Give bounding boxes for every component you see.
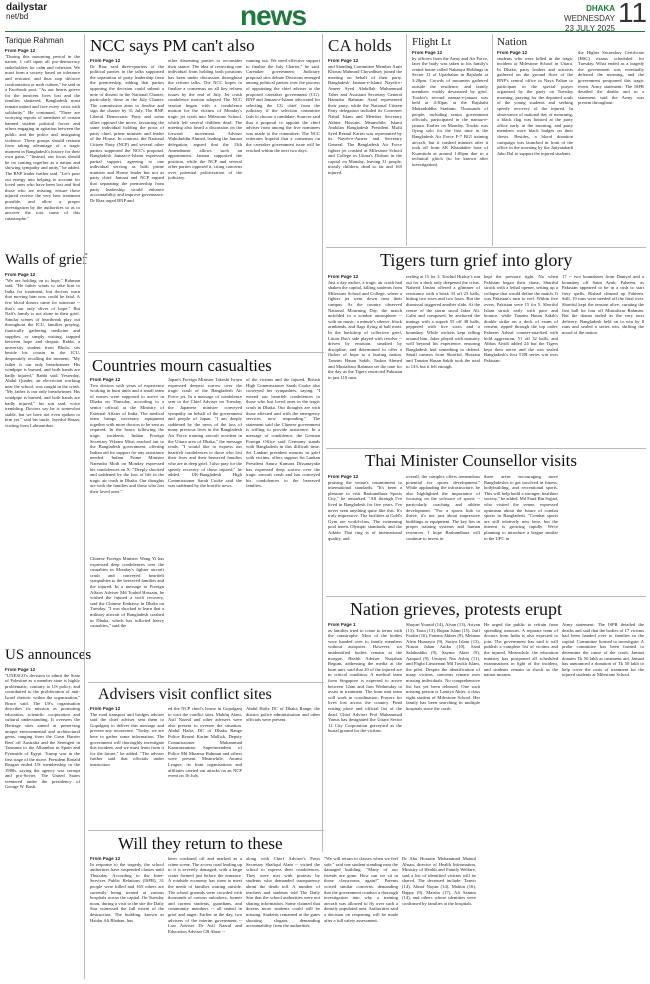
article-repair-col3 xyxy=(246,856,320,978)
article-condolence-col1b xyxy=(90,556,164,680)
article-text: by officers from the Army and Air Force, later the body was taken to his family's rented house called Nabanya Holdings in Sector 11 of Uparbahar in Rajshahi at 3:20pm. Crowds of mourners gathered outside the residence, and family members visibly devastated by grief. Towkir's second namaz-e-janaza was held at 4:30pm at the Rajshahi Muktadiddha Stadium. Thousands of people, including senior government officials, participated in the namaz-e-janaza. Earlier on Monday, Towkir was flying solo for the first time in the Bangladesh Air Force F-7 BGI training aircraft, but it crashed minutes after it took off from AK Khandaker base of Kurmitola at around 1:06pm due to a technical glitch (to be known after investigation). xyxy=(412,55,488,167)
headline-nation-top[interactable]: Nation xyxy=(497,36,527,48)
jump-label: From Page 12 xyxy=(412,50,443,55)
article-nation-col2 xyxy=(406,622,480,850)
dateline: DHAKA WEDNESDAY 23 JULY 2025 xyxy=(564,4,615,33)
article-nation-col4 xyxy=(562,622,644,977)
article-text: along with Chief Adviser's Press Secretary Shafiqul Alam -- visited the school to express their condolences. They were met with protests by students who demanded transparency about the death toll. A number of teachers and students told The Daily Star that the school authorities were not sharing information. Some claimed that dozens more students could still be missing. Students remained at the gates shouting slogans demanding accountability from the authorities. xyxy=(246,856,320,929)
article-text: He urged the public to refrain from spreading rumours. A separate team of doctors from India is also expected to join. The government has said it will publish a complete list of victims and the injured. Meanwhile, the education ministry has postponed all scheduled examinations in light of the incident, and students remain in shock as the nation mourns. xyxy=(484,622,558,678)
headline-ncc[interactable]: NCC says PM can't also xyxy=(90,36,255,55)
jump-label: From Page 12 xyxy=(90,58,121,63)
headline-nation[interactable]: Nation grieves, protests erupt xyxy=(350,599,562,619)
headline-tigers[interactable]: Tigers turn grief into glory xyxy=(380,250,573,270)
article-text: the Higher Secondary Certificate (HSC) exams scheduled for Tuesday. What ended as a tragedy the government was eventually deferred the morning, and the government postponed this tragic event. Army statement: The ISPR detailed the deaths and in a statement said the Army was present throughout. xyxy=(578,50,644,106)
column-divider xyxy=(406,34,407,246)
article-nation-col3 xyxy=(484,622,558,977)
headline-ca[interactable]: CA holds xyxy=(328,36,392,55)
article-walls xyxy=(5,272,80,642)
section-divider xyxy=(88,830,324,831)
article-tigers-col1 xyxy=(328,274,402,444)
byline-tarique: Tarique Rahman xyxy=(5,36,64,45)
article-ncc-col1 xyxy=(90,58,164,348)
article-thai-col2 xyxy=(406,474,480,592)
article-text: reeling at 15 for 3. Towhid Hridoy's run out for a duck only deepened the crisis. Naheed Umam offered a glimmer of resistance with a brisk 33 off 23 balls, hitting two sixes and two fours. But the dismissal triggered another slide. At the centre of the storm stood Jaker Ali. Calm and composed, he anchored the innings with a superb 55 off 48 balls, peppered with five sixes and a boundary. While wickets kept falling around him, Jaker played with maturity well beyond his experience, ensuring Bangladesh had something to defend. Small cameos from Shoriful, Hossain and Tanzim Hasan Sakib took the total to 133, but it felt enough. xyxy=(406,274,480,369)
article-repair-col5 xyxy=(402,856,476,978)
article-us xyxy=(5,667,80,977)
article-text: Shayan Younid (14), Afsan (13), Ariyan (13), Tasin (13), Rupan Islam (15), Jarif Fardin (16), Fatema Akhter (9), Mehnaz Afrin Humayra (9), Sariya Islam (13), Nusrat Jahan Anika (10), Saad Salahuddin (9), Sayma Akter (9), Aaiquid (9), Umayer Nur Ashiq (11), and Flight Lieutenant Md Towkir Islam, the pilot. Despite the identification of many victims, concerns remain over missing individuals. No comprehensive list has yet been released. One such missing person is Lamiya Akter, a class eight student of Milestone School. Her family has been searching in multiple hospitals since the crash. xyxy=(406,622,480,711)
article-text: "During this mourning period in the nation, I call upon all pro-democracy stakeholders for calm and cohesion. We must form a society based on tolerance and restraint, and thus stop divisive confrontation or mob culture," he said in a Facebook post. "As our hearts grieve for the innocent lives lost and the families shattered, Bangladesh must remain united and face every crisis with solidarity." He continued, "There are worrying reports of members of certain banned student political forces and others engaging in agitation between the public and the police and instigating violence. These groups should restrain from taking advantage of a tragic moment in Bangladesh's history for their own gains." "Instead, our focus should be on coming together as a nation and showing sympathy and unity," he added. The BNP leader further said, "Let's pour our energy into helping to account for loved ones who have been lost and find those who are missing, ensure those injured receive the very best treatment possible, and allow a proper investigation by the authorities so as to uncover the root cause of this catastrophe." xyxy=(5,53,80,221)
jump-label: From Page 12 xyxy=(328,274,359,279)
article-text: "We will return to classes when we feel safe," said one student standing near the damaged building. "Many of our friends are gone. How can we sit in those classrooms again?" Parents voiced similar concerns, demanding that the government conduct a thorough investigation into why a training aircraft was allowed to fly over such a densely populated area. Authorities said a decision on reopening will be made after a full safety assessment. xyxy=(324,856,398,923)
article-ncc-col2 xyxy=(168,58,242,348)
article-condolence-col2 xyxy=(168,377,242,677)
article-tigers-col4 xyxy=(562,274,644,444)
article-text: Just a day earlier, a tragic air crash had shaken the capital, killing students from Milestone School and College, where a fighter jet went down near their campus. As the country observed National Mourning Day, the match unfolded in a sombre atmosphere -- with no music, a minute's silence, black armbands, and flags flying at half mast. In the backdrop of collective grief, Litton Das's side played with resolve -- driven by emotion, steadied by discipline, and determined to offer a flicker of hope to a hurting nation. Tanzim Hasan Sakib, Taskin Ahmed and Mustafizur Rahman set the tone for the day as the Tigers restricted Pakistan to just 110 runs. xyxy=(328,279,402,380)
article-text: overall, the complex offers tremendous potential for sports development." While applauding the infrastructure, he also highlighted the importance of focusing on the software of sports -- particularly coaching and athlete development. "For a sports hub to thrive, it's not just about impressive buildings or equipment. The key lies in proper training systems and human resources. I hope Bashundhara will continue to invest in xyxy=(406,474,480,541)
article-text: students who were killed in the tragic incident at Milestone School in Uttara. In Dhaka, party leaders and activists gathered on the ground floor of the BNP's central office in Naya Paltan to participate in the special prayer organised by the party on Tuesday morning, praying for the departed souls of the young students and seeking speedy recovery of the injured. In observance of national day of mourning, a black flag was hoisted at the party office early in the morning, and party members wore black badges on their chests. Besides, a blood donation campaign was launched in front of the office in the morning by the Jatiyatabadi Jubo Dal to support the injured students. xyxy=(497,55,573,156)
section-divider xyxy=(326,247,646,248)
article-text: as families tried to come to terms with the catastrophe. Most of the bodies were handed over to family members without autopsies. However, six unidentified bodies remain at the morgue. Health Adviser Nurjahan Begum, addressing the media at the burn unit, said that 20 of the injured are in critical condition. A medical team from Singapore is expected to arrive between 12am and 1am Wednesday to assist in treatment. The burn unit team will work in coordination. Prayers for lives lost across the country. Final resting place and official list of the dead. Chief Adviser Prof Muhammad Yunus has designated the Uttara Sector 12 City Corporation graveyard as the burial ground for the victims. xyxy=(328,627,402,734)
jump-label: From Page 12 xyxy=(497,50,528,55)
article-thai-col1 xyxy=(328,474,402,592)
jump-label: From Page 12 xyxy=(5,272,36,277)
column-divider xyxy=(492,34,493,246)
article-advisers-col1 xyxy=(90,706,164,826)
article-ca xyxy=(328,58,402,243)
headline-flight[interactable]: Flight Lt xyxy=(412,36,451,48)
article-text: 17 -- two boundaries from Daniyal and a boundary off Saim Ayub. Faheem, as Pakistan appeared to be in a rush to start fiery spells, Rishad cleaned up Faheem. Still, 19 runs were needed off the final over. Shariful kept the tension alive, curating the first ball for four off Mustafizur Rahman. But the drama ended as the very next delivery. Bangladesh held on to win by 8 runs and sealed a series win, shifting the mood of the nation. xyxy=(562,274,644,335)
jump-label: From Page 12 xyxy=(328,58,359,63)
headline-thai[interactable]: Thai Minister Counsellor visits xyxy=(365,451,578,470)
jump-label: From Page 1 xyxy=(328,622,356,627)
article-text: and Standing Committee Member Amir Khosru Mahmud Chowdhury joined the meeting on behalf of their party. Bangladesh Jamaat-e-Islami Nayeb-e-Ameer Syed Abdullah Muhammad Taher and Assistant Secretary General Hamidur Rahman Azad represented their party, while the National Citizen Party delegation included its Convener Nahid Islam and Member Secretary Akhter Hossain. Meanwhile, Islami Andolan Bangladesh President Mufti Syed Rezaul Karim was represented by its Nayeb-e-Ameer and Secretary General. The Bangladesh Air Force fighter jet crashed at Milestone School and College in Uttara's Diabari in the capital on Monday, leaving 31 people, mostly children, dead so far and 165 injured. xyxy=(328,63,402,175)
headline-repair[interactable]: Will they return to these xyxy=(118,834,283,853)
article-text: Japan's Foreign Minister Takeshi Iwaya expressed deepest sorrow over the tragic crash of the Bangladesh Air Force jet. In a message of condolence sent to the Chief Adviser on Tuesday, the Japanese minister conveyed sympathy on behalf of the government and people of Japan. "I am deeply saddened by the news of the loss of many precious lives in the Bangladesh Air Force training aircraft accident in the Uttara area of Dhaka," the message reads. "I would like to express our heartfelt condolences to those who lost their lives and their bereaved families who are in deep grief. I also pray for the speedy recovery of those injured," he added. UK-Bangladesh High Commissioner Sarah Cooke said she was saddened by the horrific news. xyxy=(168,377,242,489)
article-text: ed the NCP chief's house in Gopalganj to visit the conflict sites. Mahfuj Alam, Asif Nazrul and other advisers were also present to oversee the situation. Abdul Hafiz, DC of Dhaka Range Police Reazul Karim Mallick, Deputy Commissioner Muhammad Kamruzzaman, Superintendent of Police Md Mizanur Rahman and others were present. Meanwhile, Awami League, its front organisations and affiliates carried out attacks on an NCP event on 16 July. xyxy=(168,706,242,779)
article-text: "UNESCO's decision to admit the State of Palestine as a member state is highly problematic, contrary to US policy, and contributed to the proliferation of anti-Israel rhetoric within the organization," Bruce said. The US's organisation describes its mission as promoting education, scientific cooperation and cultural understanding. It oversees the Heritage sites aimed at preserving unique environmental and architectural gems, ranging from the Great Barrier Reef off Australia and the Serengeti in Tanzania to the Alhambra in Spain and Pyramids of Egypt. Trump was in the first stage of the move. President Ronald Reagan ended US membership in the 1980s, saying the agency was corrupt and pro-Soviet. The United States reentered under the presidency of George W. Bush. xyxy=(5,672,80,790)
article-thai-col3 xyxy=(484,474,558,592)
brand-logo[interactable]: dailystar net/bd xyxy=(6,2,48,21)
article-text: The road transport and bridges adviser said the chief adviser sent them to Gopalganj to deliver this message and prevent any recurrence. "Today, we are here to gather some information. The government will thoroughly investigate this incident, and we must learn from it for the future," he added. "The adviser further said that officials under instruction xyxy=(90,711,164,767)
article-text: In response to the tragedy, the school authorities have suspended classes until Thursday. According to the Inter-Services Public Relations (ISPR), 31 people were killed and 165 others are currently being treated at various hospitals across the capital. On Tuesday noon, during a visit to the site the Daily Star witnessed the full extent of the destruction. The building, known as Haidar Ali Bhaban, has xyxy=(90,861,164,923)
article-repair-col4 xyxy=(324,856,398,978)
page-number: 11 xyxy=(618,0,648,28)
article-ncc-col3 xyxy=(246,58,320,348)
article-text: "We are holding on to hope," Rahman said. "He father wants to take him to India for treatment, but doctors warn that moving him now could be fatal. A few blood donors came for someone -- that's our only sliver of hope." But Nafi's family is not alone in their grief. Similar scenes of heartbreak play out throughout the ICU, families praying, frantically gathering medicine and supplies, or simply waiting, trapped between hope and despair. Rabbi, a university student from Bhola, sits beside his cousin in the ICU, desperately recalling the moment, "My father is our only breadwinner. His windpipe is burned, and both hands are badly injured," Rabbi said. Yesterday, Abdul Quader, an electrician working near the school, was caught in the crash. "My father is our only breadwinner. His windpipe is burned, and both hands are badly injured," his son said, voice trembling. Doctors say he is somewhat stable, but we have not even spoken to him yet." said his uncle, Jayedul Hasan, visiting from Lalmonirhat. xyxy=(5,277,80,429)
article-nation-top-col2 xyxy=(578,50,644,243)
jump-label: From Page 12 xyxy=(5,48,36,53)
headline-us[interactable]: US announces xyxy=(5,647,92,663)
masthead-rule xyxy=(5,31,645,32)
section-divider xyxy=(88,352,324,353)
article-text: these areas encouraging more Bangladeshis to get involved in fitness, bodybuilding, and recreational sports. This will help build a stronger, healthier society," he added. Md Faud Bin Sajjad, who visited the venue, expressed optimism about the future of combat sports in Bangladesh. "Combat sports are still relatively new here, but the interest is growing rapidly. We're planning to introduce a league similar to the UFC in xyxy=(484,474,558,541)
article-text: of the victims and the injured. British High Commissioner Sarah Cooke also conveyed her sympathies, saying: "I extend our heartfelt condolences to those who lost loved ones in the tragic crash in Dhaka. Our thoughts are with those affected and with the emergency services now responding." The statement said the Chinese government is willing to provide assistance. In a message of condolence, the German Foreign Office said Germany stands with Bangladesh in this difficult time. Sri Lankan president mourns in grief with victims, offers support Sri Lankan President Anura Kumara Dissanayake has expressed deep sorrow over the tragic aircraft crash and has conveyed his condolences to the bereaved families. xyxy=(246,377,320,489)
article-nation-top xyxy=(497,50,573,243)
article-text: been cordoned off and marked as a crime scene. The access road leading up to it is severely damaged, with a large crater formed just before the entrance. A roadside economy has risen to meet the needs of families waiting outside. The school grounds were crowded with thousands of curious onlookers, former and current students, guardians, and community members -- all united in grief and anger. Earlier in the day, two advisers of the interim government -- Law Adviser Dr Asif Nazrul and Education Adviser CR Abrar -- xyxy=(168,856,242,934)
article-condolence-col3 xyxy=(246,377,320,677)
masthead xyxy=(0,0,650,33)
article-advisers-col2 xyxy=(168,706,242,826)
section-divider xyxy=(326,448,646,449)
jump-label: From Page 12 xyxy=(328,474,359,479)
article-condolence-col1 xyxy=(90,377,164,552)
article-text: Two doctors with years of experience working in burn units and a small team of nurses were supposed to arrive in Dhaka on Thursday, according to a senior official at the Ministry of External Affairs of India. The medical team brings necessary equipment together with more doctors to be sent as required. In the hours following the tragic incidents, Indian Foreign Secretary Vikram Misri reached out to the Bangladesh government, offering Indian aid for support for any assistance needed. Indian Prime Minister Narendra Modi on Monday expressed his condolences on X: "Deeply shocked and saddened by the loss of life in the tragic air crash in Dhaka. Our thoughts are with the families and those who lost their loved ones." xyxy=(90,382,164,494)
article-tarique xyxy=(5,48,80,248)
jump-label: From Page 12 xyxy=(5,667,36,672)
headline-advisers[interactable]: Advisers visit conflict sites xyxy=(98,686,272,703)
article-repair-col1 xyxy=(90,856,164,978)
article-text: praising the venue's commitment to international standards. "It's been a pleasure to visit Bashundhara Sports City," he remarked. "All through I've lived in Bangladesh for five years. I've never seen anything quite like this. It's truly impressive. The facilities at Gold's Gym are world-class. The swimming pool meets Olympic standards, and the Aikido Thai ring is of international quality, and xyxy=(328,479,402,541)
jump-label: From Page 12 xyxy=(90,706,121,711)
article-nation-col1 xyxy=(328,622,402,850)
article-text: Abdul Hafiz DC of Dhaka Range, the district police administration and other officials were present. xyxy=(246,706,320,723)
column-divider xyxy=(84,34,85,979)
headline-condolence[interactable]: Countries mourn casualties xyxy=(92,356,272,375)
column-divider xyxy=(322,34,323,852)
article-flight xyxy=(412,50,488,243)
headline-walls[interactable]: Walls of grief xyxy=(5,252,88,268)
article-tigers-col3 xyxy=(484,274,558,444)
article-text: kept the pressure tight. No when Pakistan began their chase, Shariful struck with a lethal opener, setting up a collapse that would define the match. It was Pakistan's turn to reel. Within five overs, Pakistan were 15 for 5. Shoriful Islam struck early with pace and bounce, while Tanzim Hasan Sakib's double strike on a deck of exam of cement, ripped through the top order. Faheem Ashraf counter-attacked with bold aggression, 51 off 32 balls, and Abbas Afridi added 24 but the Tigers kept their nerve and the win sealed Bangladesh's first T20I series win over Pakistan. xyxy=(484,274,558,363)
article-text: other dissenting parties to reconsider their stance. The idea of restricting one individual from holding both positions has been under discussion throughout the reform talks. The NCC hopes to finalise a consensus on all key reform issues by the end of July. Jet crash condolence motion adopted The NCC session began with a condolence motion for the victims of Monday's tragic jet crash into Milestone School, which left several children dead. The meeting also heard a discussion on the forward movement. Adviser Wahiduddin Ahmed, leading the Jamaat delegation, argued that the 13th Amendment allows such an appointment. Jamaat supported the position, while the NCP and several other parties opposed it, citing concerns over potential politicisation of the judiciary. xyxy=(168,58,242,181)
section-divider xyxy=(326,596,646,597)
article-text: Army statement: The ISPR detailed the deaths and said that the bodies of 17 victims had been handed over to families in the capital. Committee formed to investigate: A probe committee has been formed to determine the cause of the crash. Jamaat donates Tk 50 lakh as treatment aid. Jamaat has announced a donation of Tk 50 lakh to help cover the costs of treatment for the injured students at Milestone School. xyxy=(562,622,644,678)
article-text: Dr Riaz said three-quarters of the political parties in the talks supported the separation of party leadership from the premiership, adding that parties opposing the decision could submit a note of dissent in the National Charter, particularly those in the July Charter. The commission aims to finalise and sign the charter by 31 July. The BNP, Liberal Democratic Party and some allies opposed the move, favouring the same individual holding the posts of party chief, prime minister and leader of the House. In contrast, the National Citizen Party (NCP) and several other parties supported the NCC's proposal. Bangladesh Jamaat-e-Islami expressed partial support, agreeing to one individual serving as both prime minister and House leader but not as party chief. Jamaat and NCP argued that separating the premiership from party leadership would enhance accountability and improve governance. Dr Riaz urged BNP and xyxy=(90,63,164,203)
section-divider xyxy=(88,682,324,683)
article-text: Dr Abu Hossain Mohammad Mainul Ahsan, director of Health Information, Ministry of Health and Family Welfare, said a list of identified victims will be shared. The deceased include: Tanvir (14), Ahnaf Nayan (14), Mahtin (16), Bappy (9), Maisha (17), Afi Samim (14), and others whose identities were confirmed by families at the hospitals. xyxy=(402,856,476,906)
jump-label: From Page 12 xyxy=(90,377,121,382)
article-text: Chinese Foreign Minister Wang Yi has expressed deep condolences over the casualties in Monday's fighter aircraft crash and conveyed heartfelt sympathies to the bereaved families and the injured. In a message to Foreign Affairs Adviser Md Touhid Hossain, he wished the injured a swift recovery, said the Chinese Embassy in Dhaka on Tuesday. "I was shocked to learn that a military aircraft of Bangladesh crashed in Dhaka, which has inflicted heavy casualties," said the xyxy=(90,556,164,629)
jump-label: From Page 12 xyxy=(90,856,121,861)
section-title: news xyxy=(240,0,307,31)
article-repair-col2 xyxy=(168,856,242,978)
article-text: running out. We need effective support to finalise the July Charter," he said. Caretaker government: Judiciary proposal stirs debate Divisions emerged among political parties over the process of appointing the chief adviser to the proposed caretaker government (CG). BNP and Jamaat-e-Islami advocated for selecting the CG chief from the judiciary if the selection committee fails to choose a candidate. Sources said that a proposal to appoint the chief adviser from among the five nominees was made to the committee. The NCC reiterates hopeful that a consensus on the caretaker government issue will be reached within the next two days. xyxy=(246,58,320,153)
article-advisers-col3 xyxy=(246,706,320,826)
article-tigers-col2 xyxy=(406,274,480,444)
